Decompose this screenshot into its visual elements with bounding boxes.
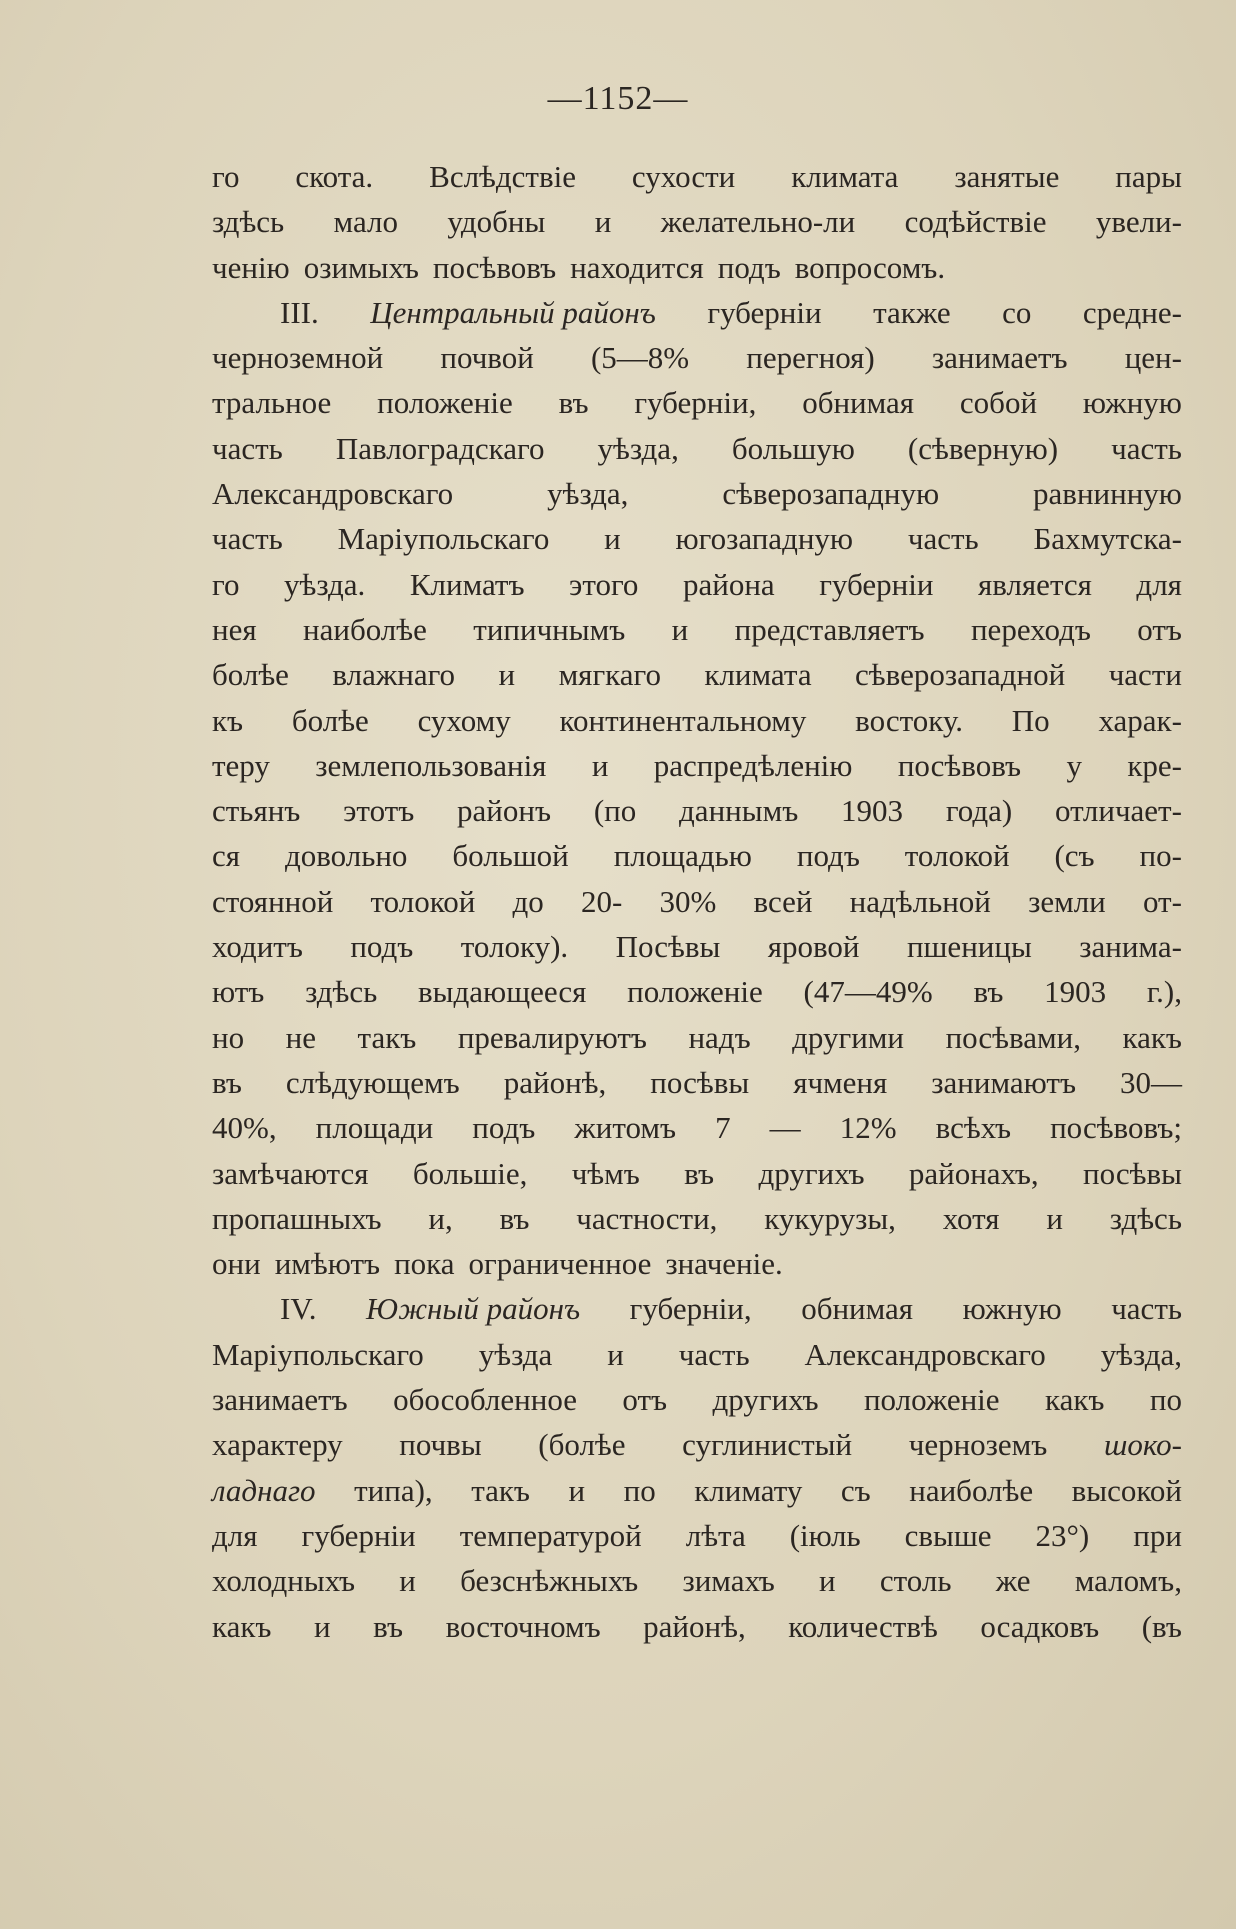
word: часть bbox=[212, 521, 283, 557]
word: хотя bbox=[942, 1200, 1000, 1236]
word: отъ bbox=[622, 1382, 668, 1418]
word: Южный районъ bbox=[366, 1291, 581, 1327]
word: другими bbox=[792, 1019, 905, 1055]
word: югозападную bbox=[675, 521, 854, 557]
word: этого bbox=[569, 566, 639, 602]
word: озимыхъ bbox=[303, 249, 419, 285]
word: занимаетъ bbox=[931, 340, 1068, 376]
text-line bbox=[212, 1604, 1182, 1649]
word: вопросомъ. bbox=[794, 249, 946, 285]
word: шоко- bbox=[1103, 1427, 1182, 1463]
word: районѣ, bbox=[643, 1608, 746, 1644]
word: типа), bbox=[354, 1472, 433, 1508]
word: большіе, bbox=[412, 1155, 528, 1191]
word: отъ bbox=[1137, 611, 1182, 647]
word: посѣвовъ bbox=[897, 747, 1022, 783]
word: климата bbox=[704, 657, 812, 693]
word: посѣвовъ bbox=[432, 249, 557, 285]
word: по bbox=[623, 1472, 656, 1508]
word: (іюль bbox=[789, 1517, 861, 1553]
word: го bbox=[212, 159, 240, 194]
word: губерніи bbox=[301, 1517, 416, 1553]
word: нея bbox=[212, 611, 257, 647]
word: даннымъ bbox=[679, 793, 799, 829]
text-line bbox=[212, 1422, 1182, 1467]
word: въ bbox=[973, 974, 1004, 1010]
word: болѣе bbox=[212, 657, 289, 693]
text-line bbox=[212, 154, 1182, 199]
word: и bbox=[1046, 1200, 1063, 1236]
word: часть bbox=[1111, 1291, 1182, 1327]
word: къ bbox=[212, 702, 244, 738]
text-line bbox=[212, 290, 1182, 335]
word: слѣдующемъ bbox=[285, 1064, 460, 1100]
word: имѣютъ bbox=[274, 1246, 381, 1282]
word: всей bbox=[753, 883, 813, 919]
word: надъ bbox=[688, 1019, 751, 1055]
word: собой bbox=[959, 385, 1038, 421]
word: положеніе bbox=[863, 1382, 1000, 1418]
word: (47—49% bbox=[803, 974, 933, 1010]
word: какъ bbox=[212, 1608, 272, 1644]
word: районахъ, bbox=[908, 1155, 1039, 1191]
word: IV. bbox=[280, 1291, 317, 1327]
word: почвой bbox=[440, 340, 534, 376]
word: Климатъ bbox=[409, 566, 525, 602]
word: уѣзда, bbox=[597, 430, 679, 466]
word: для bbox=[212, 1517, 258, 1553]
word: они bbox=[212, 1246, 261, 1282]
word: всѣхъ bbox=[935, 1110, 1012, 1146]
word: (въ bbox=[1141, 1608, 1182, 1644]
text-line bbox=[212, 1468, 1182, 1513]
text-line bbox=[212, 1196, 1182, 1241]
word: посѣвы bbox=[650, 1064, 750, 1100]
word: замѣчаются bbox=[212, 1155, 369, 1191]
word: занятые bbox=[954, 159, 1060, 194]
word: восточномъ bbox=[445, 1608, 601, 1644]
word: также bbox=[873, 294, 951, 330]
word: чѣмъ bbox=[571, 1155, 640, 1191]
word: толоку). bbox=[460, 929, 569, 965]
word: увели- bbox=[1095, 204, 1182, 240]
word: губерніи bbox=[819, 566, 934, 602]
word: (по bbox=[593, 793, 637, 829]
word: же bbox=[995, 1563, 1031, 1599]
word: положеніе bbox=[377, 385, 513, 421]
text-line bbox=[212, 471, 1182, 516]
word: подъ bbox=[472, 1110, 536, 1146]
word: равнинную bbox=[1033, 476, 1182, 512]
word: стоянной bbox=[212, 883, 334, 919]
word: (болѣе bbox=[538, 1427, 626, 1463]
word: какъ bbox=[1122, 1019, 1182, 1055]
word: и bbox=[591, 747, 609, 783]
word: въ bbox=[212, 1064, 242, 1100]
word: пары bbox=[1115, 159, 1182, 194]
word: свыше bbox=[904, 1517, 992, 1553]
word: холодныхъ bbox=[212, 1563, 356, 1599]
word: наиболѣе bbox=[303, 611, 427, 647]
word: и bbox=[399, 1563, 416, 1599]
word: 30— bbox=[1120, 1064, 1182, 1100]
word: средне- bbox=[1082, 294, 1182, 330]
word: кре- bbox=[1127, 747, 1182, 783]
word: уѣзда, bbox=[1100, 1336, 1182, 1372]
word: губерніи, bbox=[629, 1291, 752, 1327]
word: суглинистый bbox=[682, 1427, 853, 1463]
word: ченію bbox=[212, 249, 290, 285]
word: и, bbox=[428, 1200, 453, 1236]
page-number: —1152— bbox=[547, 80, 689, 117]
word: обнимая bbox=[801, 1291, 914, 1327]
word: и bbox=[604, 521, 621, 557]
word: въ bbox=[373, 1608, 404, 1644]
word: цен- bbox=[1124, 340, 1182, 376]
word: надѣльной bbox=[849, 883, 991, 919]
word: сѣверозападную bbox=[722, 476, 940, 512]
word: толокой bbox=[370, 883, 476, 919]
word: часть bbox=[907, 521, 979, 557]
text-line bbox=[212, 1060, 1182, 1105]
text-line bbox=[212, 1332, 1182, 1377]
word: здѣсь bbox=[305, 974, 378, 1010]
word: занимаютъ bbox=[931, 1064, 1076, 1100]
word: частности, bbox=[576, 1200, 718, 1236]
word: посѣвами, bbox=[945, 1019, 1081, 1055]
word: землепользованія bbox=[315, 747, 547, 783]
word: занима- bbox=[1079, 929, 1182, 965]
word: посѣвовъ; bbox=[1050, 1110, 1182, 1146]
text-line bbox=[212, 245, 1182, 290]
word: ладнаго bbox=[212, 1472, 316, 1508]
word: (5—8% bbox=[590, 340, 690, 376]
word: 40%, bbox=[212, 1110, 277, 1146]
text-line bbox=[212, 924, 1182, 969]
text-line bbox=[212, 380, 1182, 425]
text-line bbox=[212, 969, 1182, 1014]
word: 23°) bbox=[1035, 1517, 1090, 1553]
word: южную bbox=[962, 1291, 1062, 1327]
word: желательно-ли bbox=[660, 204, 856, 240]
word: маломъ, bbox=[1074, 1563, 1182, 1599]
word: уѣзда, bbox=[547, 476, 629, 512]
word: го bbox=[212, 566, 240, 602]
word: распредѣленію bbox=[653, 747, 853, 783]
word: площадью bbox=[613, 838, 752, 874]
word: осадковъ bbox=[980, 1608, 1100, 1644]
word: подъ bbox=[350, 929, 414, 965]
word: со bbox=[1002, 294, 1032, 330]
word: Маріупольскаго bbox=[212, 1336, 424, 1372]
word: Павлоградскаго bbox=[335, 430, 545, 466]
word: выдающееся bbox=[418, 974, 587, 1010]
word: 7 bbox=[715, 1110, 731, 1146]
text-line bbox=[212, 833, 1182, 878]
word: III. bbox=[280, 294, 319, 330]
word: столь bbox=[879, 1563, 952, 1599]
word: здѣсь bbox=[1109, 1200, 1182, 1236]
word: стьянъ bbox=[212, 793, 301, 829]
word: Александровскаго bbox=[212, 476, 454, 512]
word: съ bbox=[840, 1472, 871, 1508]
word: кукурузы, bbox=[764, 1200, 896, 1236]
word: мало bbox=[333, 204, 398, 240]
word: ограниченное bbox=[468, 1246, 652, 1282]
word: болѣе bbox=[291, 702, 369, 738]
word: части bbox=[1108, 657, 1182, 693]
word: Посѣвы bbox=[615, 929, 721, 965]
word: не bbox=[285, 1019, 316, 1055]
word: занимаетъ bbox=[212, 1382, 348, 1418]
word: другихъ bbox=[712, 1382, 819, 1418]
word: черноземъ bbox=[908, 1427, 1048, 1463]
word: характеру bbox=[212, 1427, 343, 1463]
word: По bbox=[1011, 702, 1050, 738]
word: от- bbox=[1142, 883, 1182, 919]
word: ся bbox=[212, 838, 241, 874]
text-line bbox=[212, 516, 1182, 561]
text-line bbox=[212, 1513, 1182, 1558]
word: большой bbox=[452, 838, 569, 874]
text-line bbox=[212, 698, 1182, 743]
word: пшеницы bbox=[906, 929, 1032, 965]
word: большую bbox=[731, 430, 855, 466]
word: такъ bbox=[471, 1472, 530, 1508]
word: толокой bbox=[904, 838, 1010, 874]
word: 12% bbox=[839, 1110, 897, 1146]
word: этотъ bbox=[343, 793, 415, 829]
word: скота. bbox=[295, 159, 374, 194]
word: влажнаго bbox=[332, 657, 456, 693]
word: уѣзда. bbox=[283, 566, 366, 602]
text-line bbox=[212, 788, 1182, 833]
word: отличает- bbox=[1055, 793, 1182, 829]
word: сѣверозападной bbox=[855, 657, 1066, 693]
word: другихъ bbox=[758, 1155, 865, 1191]
word: положеніе bbox=[627, 974, 763, 1010]
word: черноземной bbox=[212, 340, 384, 376]
text-line bbox=[212, 562, 1182, 607]
word: района bbox=[682, 566, 775, 602]
text-line bbox=[212, 426, 1182, 471]
text-line bbox=[212, 1377, 1182, 1422]
body-text bbox=[212, 154, 1182, 1649]
word: и bbox=[498, 657, 516, 693]
word: площади bbox=[315, 1110, 434, 1146]
word: является bbox=[977, 566, 1092, 602]
word: часть bbox=[1111, 430, 1182, 466]
word: переходъ bbox=[970, 611, 1091, 647]
word: и bbox=[314, 1608, 331, 1644]
word: обнимая bbox=[802, 385, 915, 421]
word: и bbox=[671, 611, 689, 647]
word: сухому bbox=[417, 702, 511, 738]
word: какъ bbox=[1044, 1382, 1105, 1418]
word: востоку. bbox=[855, 702, 964, 738]
text-line bbox=[212, 1241, 1182, 1286]
word: земли bbox=[1028, 883, 1106, 919]
word: яровой bbox=[767, 929, 860, 965]
word: — bbox=[769, 1110, 801, 1146]
word: при bbox=[1133, 1517, 1182, 1553]
text-line bbox=[212, 1558, 1182, 1603]
word: наиболѣе bbox=[909, 1472, 1034, 1508]
word: перегноя) bbox=[746, 340, 875, 376]
word: зимахъ bbox=[682, 1563, 775, 1599]
word: по bbox=[1149, 1382, 1182, 1418]
word: сухости bbox=[631, 159, 736, 194]
word: г.), bbox=[1146, 974, 1182, 1010]
word: удобны bbox=[447, 204, 546, 240]
word: часть bbox=[212, 430, 283, 466]
word: довольно bbox=[284, 838, 408, 874]
word: до bbox=[512, 883, 544, 919]
word: высокой bbox=[1071, 1472, 1182, 1508]
word: представляетъ bbox=[734, 611, 925, 647]
word: Маріупольскаго bbox=[337, 521, 550, 557]
text-line bbox=[212, 743, 1182, 788]
word: ютъ bbox=[212, 974, 265, 1010]
word: уѣзда bbox=[478, 1336, 553, 1372]
word: значеніе. bbox=[665, 1246, 783, 1282]
word: климата bbox=[791, 159, 899, 194]
word: пока bbox=[394, 1246, 455, 1282]
word: превалируютъ bbox=[457, 1019, 647, 1055]
word: тральное bbox=[212, 385, 332, 421]
word: и bbox=[607, 1336, 624, 1372]
word: ячменя bbox=[793, 1064, 888, 1100]
word: губерніи, bbox=[634, 385, 757, 421]
word: 20- bbox=[580, 883, 623, 919]
word: часть bbox=[678, 1336, 750, 1372]
word: температурой bbox=[459, 1517, 642, 1553]
word: южную bbox=[1082, 385, 1182, 421]
word: и bbox=[819, 1563, 836, 1599]
word: находится bbox=[570, 249, 704, 285]
word: въ bbox=[558, 385, 589, 421]
word: теру bbox=[212, 747, 270, 783]
word: въ bbox=[499, 1200, 530, 1236]
word: Александровскаго bbox=[804, 1336, 1046, 1372]
word: 1903 bbox=[1044, 974, 1107, 1010]
word: содѣйствіе bbox=[904, 204, 1047, 240]
text-line bbox=[212, 1286, 1182, 1331]
text-line bbox=[212, 335, 1182, 380]
word: почвы bbox=[399, 1427, 482, 1463]
word: безснѣжныхъ bbox=[460, 1563, 639, 1599]
word: посѣвы bbox=[1083, 1155, 1182, 1191]
word: харак- bbox=[1098, 702, 1182, 738]
word: Вслѣдствіе bbox=[429, 159, 576, 194]
word: по- bbox=[1139, 838, 1182, 874]
text-line bbox=[212, 1015, 1182, 1060]
word: лѣта bbox=[685, 1517, 746, 1553]
word: у bbox=[1066, 747, 1082, 783]
word: губерніи bbox=[707, 294, 822, 330]
word: но bbox=[212, 1019, 245, 1055]
word: ходитъ bbox=[212, 929, 303, 965]
word: 30% bbox=[659, 883, 717, 919]
text-line bbox=[212, 1151, 1182, 1196]
word: районѣ, bbox=[503, 1064, 607, 1100]
text-line bbox=[212, 199, 1182, 244]
word: континентальному bbox=[559, 702, 807, 738]
text-line bbox=[212, 652, 1182, 697]
word: Бахмутска- bbox=[1033, 521, 1182, 557]
word: мягкаго bbox=[558, 657, 661, 693]
word: пропашныхъ bbox=[212, 1200, 382, 1236]
word: (сѣверную) bbox=[907, 430, 1059, 466]
word: обособленное bbox=[393, 1382, 577, 1418]
text-line bbox=[212, 879, 1182, 924]
word: районъ bbox=[457, 793, 552, 829]
word: климату bbox=[694, 1472, 803, 1508]
word: и bbox=[568, 1472, 586, 1508]
word: подъ bbox=[796, 838, 860, 874]
word: типичнымъ bbox=[473, 611, 626, 647]
word: подъ bbox=[717, 249, 781, 285]
word: Центральный районъ bbox=[370, 294, 656, 330]
word: житомъ bbox=[574, 1110, 677, 1146]
word: такъ bbox=[357, 1019, 417, 1055]
word: 1903 bbox=[841, 793, 904, 829]
text-line bbox=[212, 1105, 1182, 1150]
word: года) bbox=[945, 793, 1013, 829]
word: для bbox=[1136, 566, 1182, 602]
text-line bbox=[212, 607, 1182, 652]
word: и bbox=[594, 204, 612, 240]
word: въ bbox=[684, 1155, 715, 1191]
word: (съ bbox=[1054, 838, 1095, 874]
word: здѣсь bbox=[212, 204, 285, 240]
word: количествѣ bbox=[788, 1608, 938, 1644]
